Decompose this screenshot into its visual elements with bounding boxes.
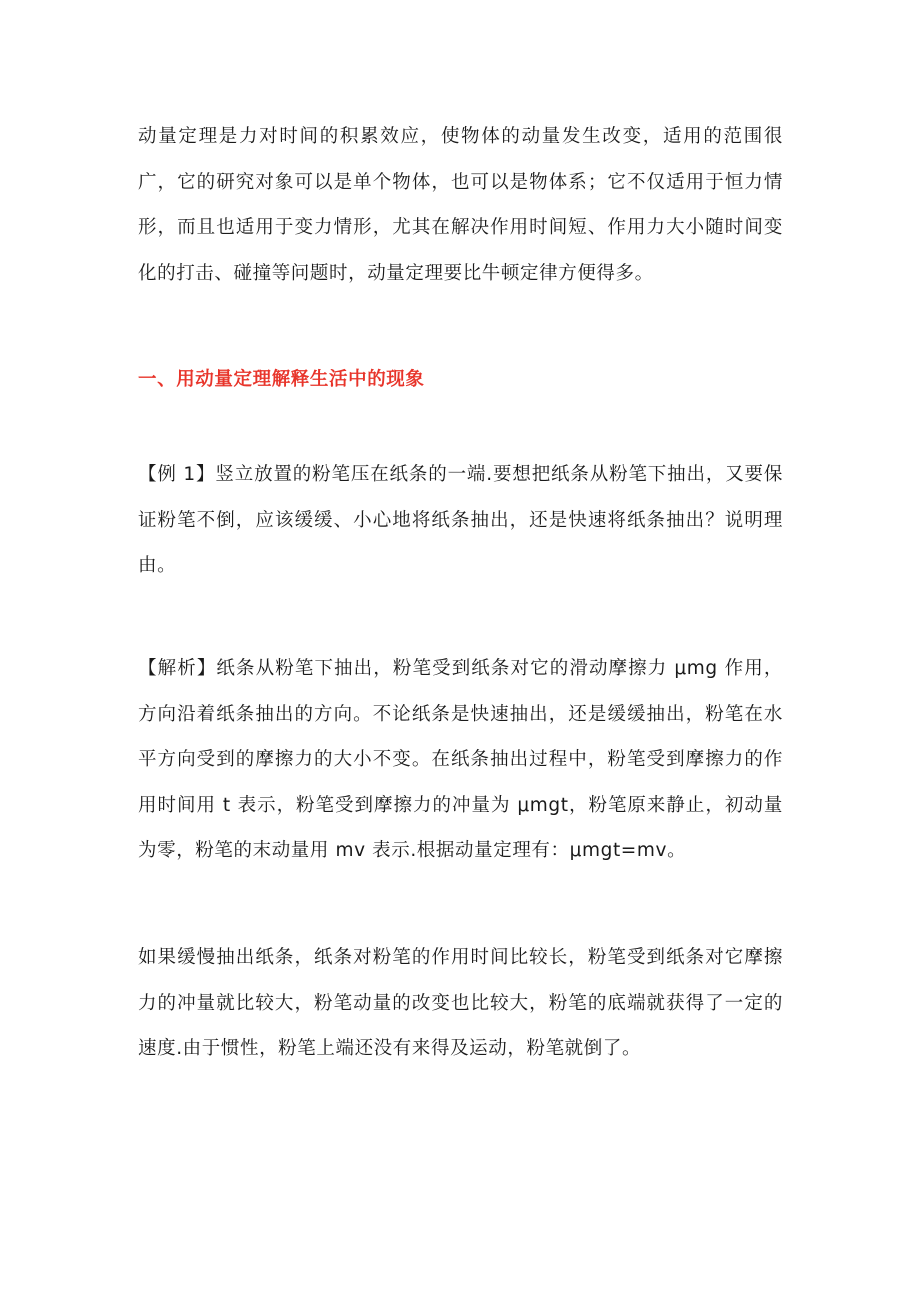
intro-paragraph: 动量定理是力对时间的积累效应，使物体的动量发生改变，适用的范围很广，它的研究对象可以是单个物体，也可以是物体系；它不仅适用于恒力情形，而且也适用于变力情形，尤其在解决作用时间短、作用力大小随时间变化的打击、碰撞等问题时，动量定理要比牛顿定律方便得多。 <box>138 126 783 284</box>
example-1-paragraph: 【例 1】竖立放置的粉笔压在纸条的一端.要想把纸条从粉笔下抽出，又要保证粉笔不倒，应该缓缓、小心地将纸条抽出，还是快速将纸条抽出？说明理由。 <box>138 464 783 576</box>
conclusion-paragraph: 如果缓慢抽出纸条，纸条对粉笔的作用时间比较长，粉笔受到纸条对它摩擦力的冲量就比较大，粉笔动量的改变也比较大，粉笔的底端就获得了一定的速度.由于惯性，粉笔上端还没有来得及运动，粉笔就倒了。 <box>138 947 783 1059</box>
section-heading: 一、用动量定理解释生活中的现象 <box>138 369 425 390</box>
analysis-paragraph: 【解析】纸条从粉笔下抽出，粉笔受到纸条对它的滑动摩擦力 μmg 作用，方向沿着纸条抽出的方向。不论纸条是快速抽出，还是缓缓抽出，粉笔在水平方向受到的摩擦力的大小不变。在纸条抽出过程中，粉笔受到摩擦力的作用时间用 t 表示，粉笔受到摩擦力的冲量为 μmgt，粉笔原来静止，初动量为零，粉笔的末动量用 mv 表示.根据动量定理有：μmgt=mv。 <box>138 658 783 861</box>
